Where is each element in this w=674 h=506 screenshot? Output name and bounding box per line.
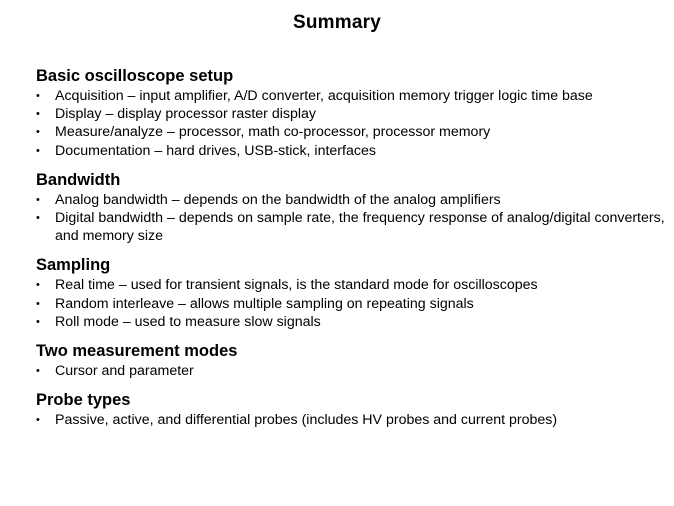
section-basic-setup — [36, 66, 666, 160]
bullet-text: Cursor and parameter — [55, 363, 194, 380]
bullet-list — [36, 191, 666, 246]
bullet-item — [36, 123, 666, 141]
section-heading: Probe types — [36, 391, 131, 410]
bullet-list — [36, 276, 666, 331]
bullet-text: Analog bandwidth – depends on the bandwidth of the analog amplifiers — [55, 191, 501, 208]
bullet-icon: • — [36, 144, 40, 157]
section-heading: Bandwidth — [36, 170, 121, 189]
bullet-list — [36, 362, 666, 380]
bullet-item — [36, 313, 666, 331]
bullet-item — [36, 142, 666, 160]
bullet-item — [36, 362, 666, 380]
bullet-icon: • — [36, 193, 40, 206]
bullet-text: Digital bandwidth – depends on sample rate, the frequency response of analog/digital converters, and memory size — [55, 210, 665, 245]
bullet-icon: • — [36, 279, 40, 292]
slide-content — [36, 66, 666, 439]
bullet-list — [36, 87, 666, 160]
bullet-icon: • — [36, 108, 40, 121]
slide-title: Summary — [293, 12, 381, 33]
section-heading: Two measurement modes — [36, 342, 238, 361]
section-measurement-modes — [36, 341, 666, 380]
section-heading: Sampling — [36, 256, 111, 275]
section-sampling — [36, 255, 666, 331]
bullet-item — [36, 87, 666, 105]
bullet-text: Random interleave – allows multiple sampling on repeating signals — [55, 295, 474, 312]
bullet-item — [36, 411, 666, 429]
section-heading: Basic oscilloscope setup — [36, 67, 234, 85]
bullet-icon: • — [36, 315, 40, 328]
bullet-text: Display – display processor raster display — [55, 106, 317, 123]
bullet-text: Roll mode – used to measure slow signals — [55, 313, 321, 330]
bullet-icon: • — [36, 212, 40, 225]
bullet-icon: • — [36, 90, 40, 102]
bullet-item — [36, 295, 666, 313]
bullet-text: Acquisition – input amplifier, A/D converter, acquisition memory trigger logic time base — [55, 88, 593, 104]
section-probe-types — [36, 390, 666, 429]
bullet-icon: • — [36, 297, 40, 310]
bullet-text: Measure/analyze – processor, math co-processor, processor memory — [55, 124, 491, 141]
section-bandwidth — [36, 170, 666, 246]
bullet-item — [36, 191, 666, 209]
bullet-text: Passive, active, and differential probes (includes HV probes and current probes) — [55, 412, 558, 429]
bullet-icon: • — [36, 126, 40, 139]
bullet-text: Real time – used for transient signals, is the standard mode for oscilloscopes — [55, 277, 538, 294]
bullet-text: Documentation – hard drives, USB-stick, interfaces — [55, 142, 376, 159]
bullet-list — [36, 411, 666, 429]
bullet-item — [36, 105, 666, 123]
bullet-icon: • — [36, 365, 40, 378]
bullet-item — [36, 276, 666, 294]
bullet-icon: • — [36, 414, 40, 427]
bullet-item — [36, 209, 666, 245]
